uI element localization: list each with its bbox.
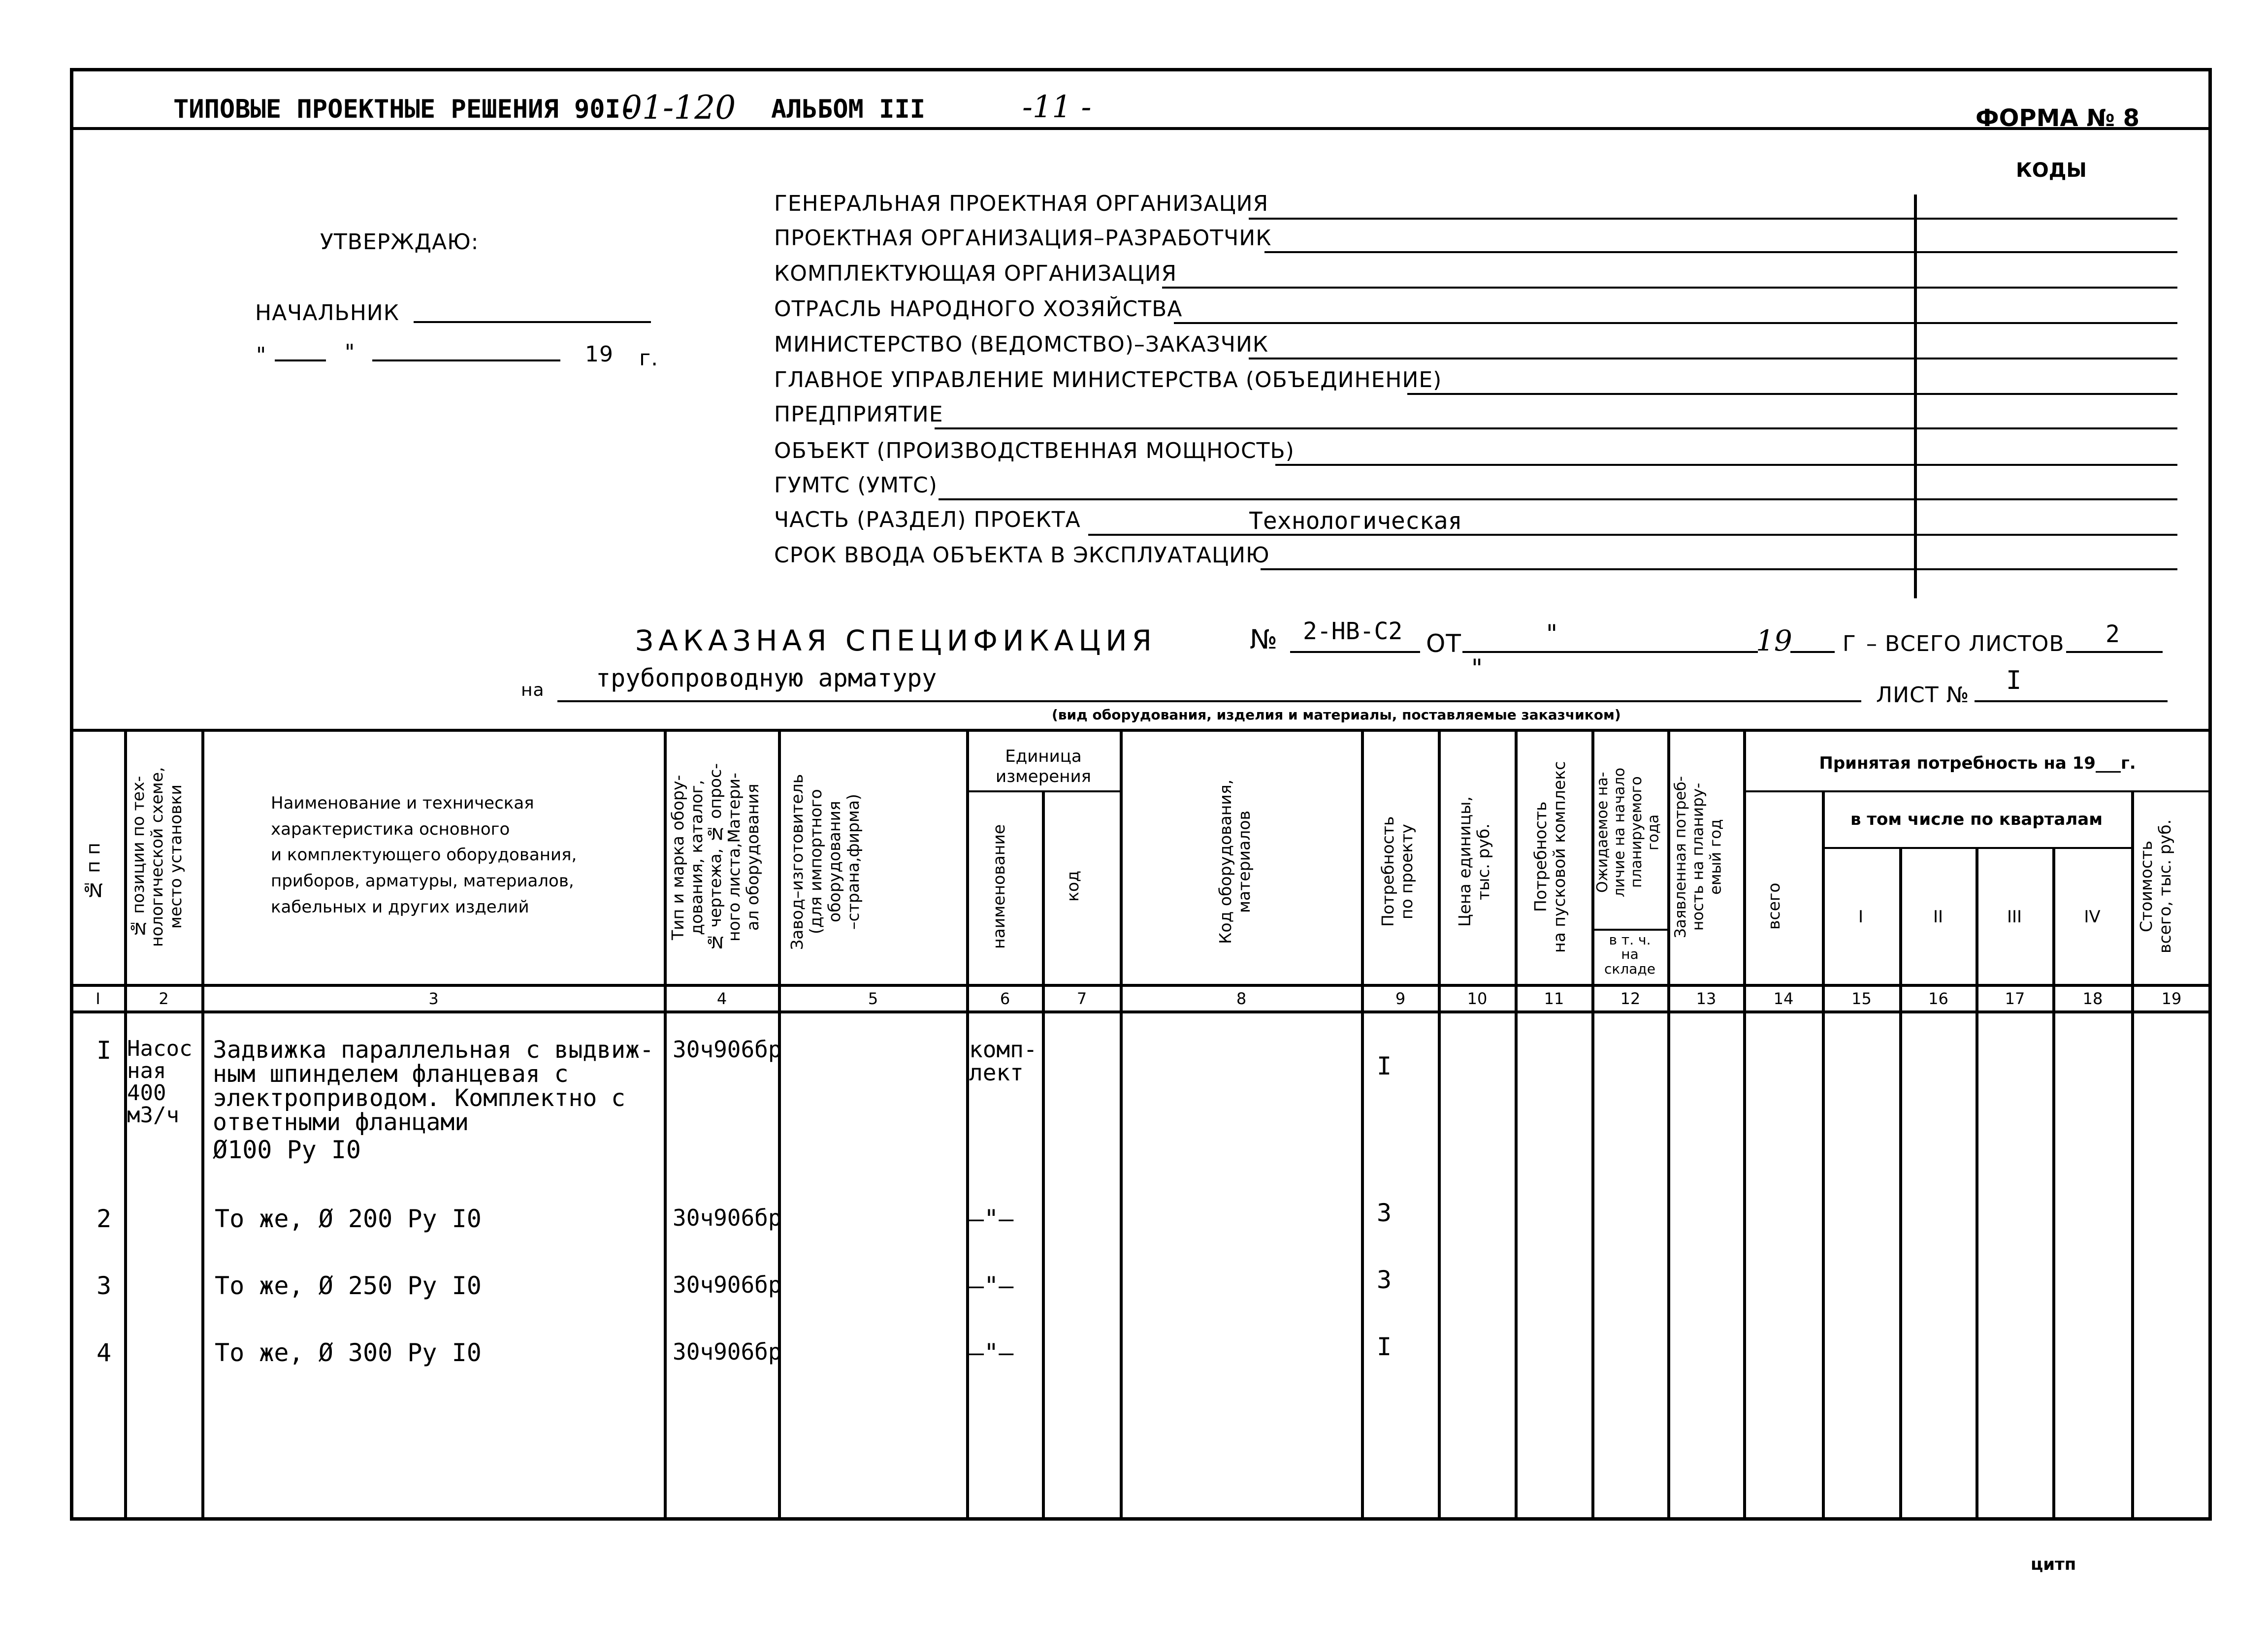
spec-from-label: ОТ [1426,629,1461,658]
row-number: 4 [97,1338,112,1367]
spec-on-label: на [521,680,545,700]
row-type: 30ч906бр [673,1036,782,1063]
col-line [1042,790,1045,1520]
page-number: -11 - [1022,89,1092,125]
col-line [1822,790,1825,1520]
header-quarters: в том числе по кварталам [1850,810,2103,829]
col-number: 10 [1467,989,1488,1008]
org-field-line [935,427,2177,429]
row-qty: 3 [1377,1266,1392,1294]
col-line [778,729,781,1520]
spec-year-line [1790,651,1835,653]
col-line [664,729,667,1520]
spec-number-label: № [1250,624,1278,655]
header-unit-price: Цена единицы, тыс. руб. [1455,796,1493,927]
col-number: 15 [1851,989,1872,1008]
header-divider [70,127,2212,130]
spec-total-sheets-label: – ВСЕГО ЛИСТОВ [1866,631,2065,656]
row-unit: комп- лект [969,1036,1037,1086]
project-part-value: Технологическая [1249,507,1462,535]
date-quote-close: " [345,340,356,365]
footer-stamp: цитп [2031,1555,2076,1574]
org-field-label: ГЛАВНОЕ УПРАВЛЕНИЕ МИНИСТЕРСТВА (ОБЪЕДИНЕНИЕ) [774,367,1442,392]
org-field-label: СРОК ВВОДА ОБЪЕКТА В ЭКСПЛУАТАЦИЮ [774,543,1270,568]
chief-label: НАЧАЛЬНИК [255,300,399,326]
col-number: 3 [428,989,439,1008]
spec-sheet-line [1975,700,2168,702]
col-line [1120,729,1123,1520]
col-number: 8 [1236,989,1247,1008]
table-stock-subline [1591,929,1667,931]
date-year: 19 [585,342,614,367]
header-q1: I [1858,907,1864,927]
col-number: 18 [2082,989,2103,1008]
spec-number: 2-НВ-С2 [1303,618,1403,645]
spec-subject-line [557,700,1861,702]
row-type: 30ч906бр [673,1338,782,1365]
codes-label: КОДЫ [2016,159,2087,182]
spec-total-sheets: 2 [2106,620,2120,648]
row-number: 2 [97,1205,112,1233]
header-row-number: № п п [82,843,104,901]
spec-g-label: Г [1843,631,1856,656]
date-year-suffix: г. [639,346,659,371]
header-q2: II [1933,907,1944,927]
row-unit: –"– [969,1271,1014,1300]
org-field-line [1162,287,2177,289]
row-position: Насос ная 400 м3/ч [127,1036,193,1128]
header-need-start: Потребность на пусковой комплекс [1531,761,1569,953]
table-accepted-subline [1743,790,2212,792]
table-colnum-bottom [70,1010,2212,1013]
col-number: 12 [1620,989,1641,1008]
spec-total-sheets-line [2066,651,2163,653]
col-number: 19 [2161,989,2182,1008]
spec-date-quote: " [1546,619,1558,648]
row-number: I [97,1036,112,1065]
org-field-label: КОМПЛЕКТУЮЩАЯ ОРГАНИЗАЦИЯ [774,261,1177,286]
org-field-label: ПРОЕКТНАЯ ОРГАНИЗАЦИЯ–РАЗРАБОТЧИК [774,226,1272,251]
row-qty: 3 [1377,1199,1392,1227]
col-line [1515,729,1518,1520]
header-in-stock: в т. ч. на складе [1604,932,1655,977]
col-number: 6 [1000,989,1010,1008]
org-field-line [1249,218,2177,220]
date-month-line [372,359,560,361]
col-number: 2 [159,989,169,1008]
series-number: 01-120 [621,89,736,127]
col-line [966,729,969,1520]
col-number: 17 [2005,989,2025,1008]
row-name-size: Ø100 Ру I0 [213,1136,361,1164]
row-type: 30ч906бр [673,1205,782,1231]
col-line [1743,729,1746,1520]
col-line [1899,847,1902,1520]
spec-subject-note: (вид оборудования, изделия и материалы, поставляемые заказчиком) [1052,707,1621,723]
date-day-line [275,359,326,361]
org-field-label: МИНИСТЕРСТВО (ВЕДОМСТВО)–ЗАКАЗЧИК [774,332,1269,357]
header-name: Наименование и техническая характеристика основного и комплектующего оборудования, приборов, арматуры, материалов, кабельных и других изделий [271,793,577,917]
col-line [1976,847,1978,1520]
col-number: 14 [1773,989,1794,1008]
row-name: То же, Ø 300 Ру I0 [215,1338,482,1367]
header-type: Тип и марка обору- дования, каталог, № чертежа, № опрос- ного листа,Матери- ал оборудования [668,763,762,952]
spec-sheet-label: ЛИСТ № [1876,683,1970,708]
header-unit-name: наименование [989,824,1008,949]
approve-label: УТВЕРЖДАЮ: [320,229,479,255]
col-line [1361,729,1364,1520]
header-equipment-code: Код оборудования, материалов [1216,779,1254,944]
col-number: 5 [868,989,878,1008]
org-field-line [1264,251,2177,253]
spec-date-line [1462,651,1758,653]
org-field-label: ПРЕДПРИЯТИЕ [774,402,943,427]
header-declared: Заявленная потреб- ность на планиру- емый год [1672,776,1725,938]
col-number: 9 [1395,989,1406,1008]
header-position: № позиции по тех- нологической схеме, место установки [129,767,185,947]
header-unit-group: Единица измерения [995,747,1092,786]
spec-date-quote-2: " [1471,654,1483,683]
header-cost: Стоимость всего, тыс. руб. [2137,819,2174,954]
row-qty: I [1377,1333,1392,1361]
chief-signature-line [414,321,651,323]
col-number: I [96,989,100,1008]
table-header-bottom [70,984,2212,987]
row-number: 3 [97,1271,112,1300]
org-field-label: ЧАСТЬ (РАЗДЕЛ) ПРОЕКТА [774,507,1081,532]
row-unit: –"– [969,1338,1014,1367]
org-field-line [1174,322,2177,324]
form-number: ФОРМА № 8 [1976,104,2140,132]
spec-number-line [1290,651,1420,653]
row-qty: I [1377,1052,1392,1080]
row-type: 30ч906бр [673,1271,782,1298]
org-field-line [1261,568,2177,570]
date-quote-open: " [256,343,267,368]
header-manufacturer: Завод–изготовитель (для импортного оборудования –страна,фирма) [787,774,863,950]
col-number: 4 [716,989,727,1008]
org-field-label: ОБЪЕКТ (ПРОИЗВОДСТВЕННАЯ МОЩНОСТЬ) [774,438,1295,463]
table-top-line [70,729,2212,732]
col-line [201,729,204,1520]
org-field-line [1275,464,2177,466]
header-need-project: Потребность по проекту [1378,816,1416,927]
row-unit: –"– [969,1205,1014,1233]
spec-subject: трубопроводную арматуру [596,664,937,692]
org-field-label: ГЕНЕРАЛЬНАЯ ПРОЕКТНАЯ ОРГАНИЗАЦИЯ [774,191,1269,216]
col-line [1438,729,1441,1520]
org-field-line [1249,358,2177,359]
col-number: 11 [1544,989,1564,1008]
org-field-line [939,498,2177,500]
header-total: всего [1764,882,1783,930]
spec-sheet: I [2006,666,2022,695]
col-line [2052,847,2055,1520]
org-field-label: ОТРАСЛЬ НАРОДНОГО ХОЗЯЙСТВА [774,296,1183,322]
series-title: ТИПОВЫЕ ПРОЕКТНЫЕ РЕШЕНИЯ 90I- [173,95,636,124]
album-label: АЛЬБОМ III [771,95,926,124]
row-name: То же, Ø 250 Ру I0 [215,1271,482,1300]
codes-divider [1914,195,1917,598]
header-expected: Ожидаемое на- личие на начало планируемого года [1594,767,1662,897]
header-q3: III [2007,907,2022,927]
row-name: Задвижка параллельная с выдвиж- ным шпинделем фланцевая с электроприводом. Комплектно с ответными фланцами [213,1036,654,1136]
header-unit-code: код [1063,871,1082,902]
header-q4: IV [2084,907,2101,927]
org-field-label: ГУМТС (УМТС) [774,473,938,498]
col-line [2131,790,2134,1520]
org-field-line [1407,393,2177,395]
col-number: 7 [1076,989,1087,1008]
spec-title: ЗАКАЗНАЯ СПЕЦИФИКАЦИЯ [635,624,1157,657]
col-line [1667,729,1670,1520]
col-number: 13 [1696,989,1717,1008]
spec-year: 19 [1756,624,1792,657]
row-name: То же, Ø 200 Ру I0 [215,1205,482,1233]
header-accepted: Принятая потребность на 19___г. [1819,753,2136,773]
col-number: 16 [1928,989,1948,1008]
